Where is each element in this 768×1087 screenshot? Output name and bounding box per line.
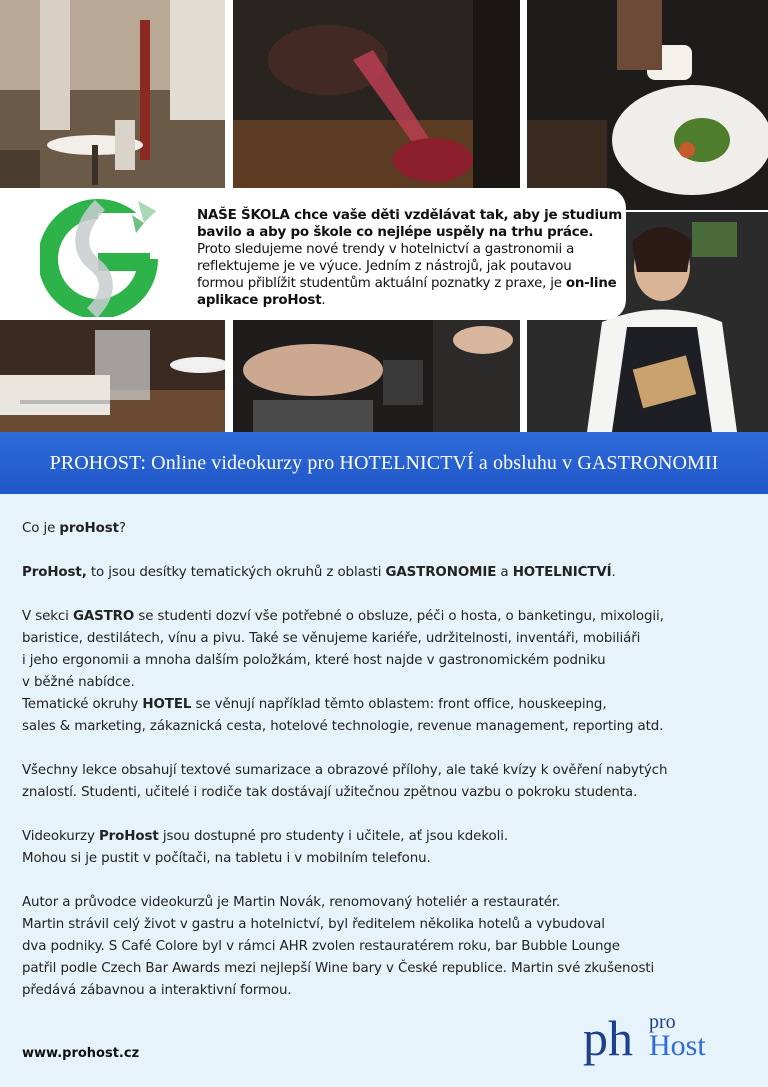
prohost-logo bbox=[583, 1005, 733, 1070]
p5-line-1: Autor a průvodce videokurzů je Martin Novák, renomovaný hoteliér a restauratér. bbox=[22, 895, 561, 910]
p4-line-1 bbox=[22, 826, 752, 848]
intro-app-name: on-line aplikace proHost bbox=[197, 276, 617, 308]
p2-line-6: sales & marketing, zákaznická cesta, hotelové technologie, revenue management, reporting atd. bbox=[22, 719, 664, 734]
paragraph-1 bbox=[22, 562, 752, 584]
restaurant-interior-photo bbox=[0, 0, 225, 188]
p4-bold: ProHost bbox=[98, 829, 159, 844]
p4-l1: jsou dostupné pro studenty i učitele, ať jsou kdekoli. bbox=[158, 829, 508, 844]
p2-hotel: HOTEL bbox=[142, 697, 192, 712]
logo-pro: pro bbox=[649, 1011, 676, 1033]
p2-l5c: se věnují například těmto oblastem: front office, houskeeping, bbox=[191, 697, 607, 712]
table-setting-photo bbox=[0, 320, 225, 432]
content-text bbox=[22, 518, 752, 1024]
paragraph-5 bbox=[22, 892, 752, 1002]
p2-a: V sekci bbox=[22, 609, 73, 624]
p2-line-5 bbox=[22, 694, 752, 716]
p2-line-2: baristice, destilátech, vínu a pivu. Také se věnujeme kariéře, udržitelnosti, inventáři, mobiliáři bbox=[22, 631, 641, 646]
p2-line-4: v běžné nabídce. bbox=[22, 675, 135, 690]
barista-hands-photo bbox=[233, 320, 520, 432]
wine-decanting-photo bbox=[233, 0, 520, 188]
p4-a: Videokurzy bbox=[22, 829, 99, 844]
p2-l5a: Tematické okruhy bbox=[22, 697, 143, 712]
p1-bold: ProHost, bbox=[22, 565, 87, 580]
p2-gastro: GASTRO bbox=[72, 609, 135, 624]
paragraph-3 bbox=[22, 760, 752, 804]
p1-a: to jsou desítky tematických okruhů z oblasti bbox=[86, 565, 386, 580]
question-end: ? bbox=[118, 521, 126, 536]
p1-end: . bbox=[611, 565, 616, 580]
p5-line-5: předává zábavnou a interaktivní formou. bbox=[22, 983, 292, 998]
p2-l1: se studenti dozví vše potřebné o obsluze, péči o hosta, o banketingu, mixologii, bbox=[134, 609, 664, 624]
p2-line-1 bbox=[22, 606, 752, 628]
intro-lead: NAŠE ŠKOLA chce vaše děti vzdělávat tak, aby je studium bavilo a aby po škole co nejlépe uspěly na trhu práce. bbox=[197, 208, 622, 240]
plating-dish-photo bbox=[527, 0, 768, 210]
school-g-logo bbox=[40, 195, 170, 317]
intro-body: Proto sledujeme nové trendy v hotelnictví a gastronomii a reflektujeme je ve výuce. Jedním z nástrojů, jak poutavou formou přiblížit studentům aktuální poznatky z praxe, je bbox=[197, 242, 575, 291]
p5-line-3: dva podniky. S Café Colore byl v rámci AHR zvolen restauratérem roku, bar Bubble Lounge bbox=[22, 939, 620, 954]
banner-title: PROHOST: Online videokurzy pro HOTELNICTVÍ a obsluhu v GASTRONOMII bbox=[49, 451, 719, 474]
paragraph-2 bbox=[22, 606, 752, 738]
p4-line-2: Mohou si je pustit v počítači, na tabletu i v mobilním telefonu. bbox=[22, 851, 431, 866]
p3-line-2: znalostí. Studenti, učitelé i rodiče tak dostávají užitečnou zpětnou vazbu o pokroku studenta. bbox=[22, 785, 638, 800]
intro-end: . bbox=[321, 293, 326, 308]
title-banner bbox=[0, 432, 768, 494]
p1-gastro: GASTRONOMIE bbox=[385, 565, 497, 580]
p5-line-4: patřil podle Czech Bar Awards mezi nejlepší Wine bary v České republice. Martin své zkušenosti bbox=[22, 961, 655, 976]
logo-ph: ph bbox=[583, 1010, 633, 1066]
p2-line-3: i jeho ergonomii a mnoha dalším položkám, které host najde v gastronomickém podniku bbox=[22, 653, 606, 668]
p1-hotel: HOTELNICTVÍ bbox=[512, 565, 612, 580]
website-link[interactable]: www.prohost.cz bbox=[22, 1046, 140, 1061]
intro-text bbox=[197, 207, 622, 309]
question-pre: Co je bbox=[22, 521, 60, 536]
p3-line-1: Všechny lekce obsahují textové sumarizace a obrazové přílohy, ale také kvízy k ověření nabytých bbox=[22, 763, 668, 778]
question-bold: proHost bbox=[59, 521, 119, 536]
logo-host: Host bbox=[649, 1029, 706, 1062]
paragraph-4 bbox=[22, 826, 752, 870]
p5-line-2: Martin strávil celý život v gastru a hotelnictví, byl ředitelem několika hotelů a vybudoval bbox=[22, 917, 605, 932]
p1-and: a bbox=[496, 565, 513, 580]
question-paragraph bbox=[22, 518, 752, 540]
